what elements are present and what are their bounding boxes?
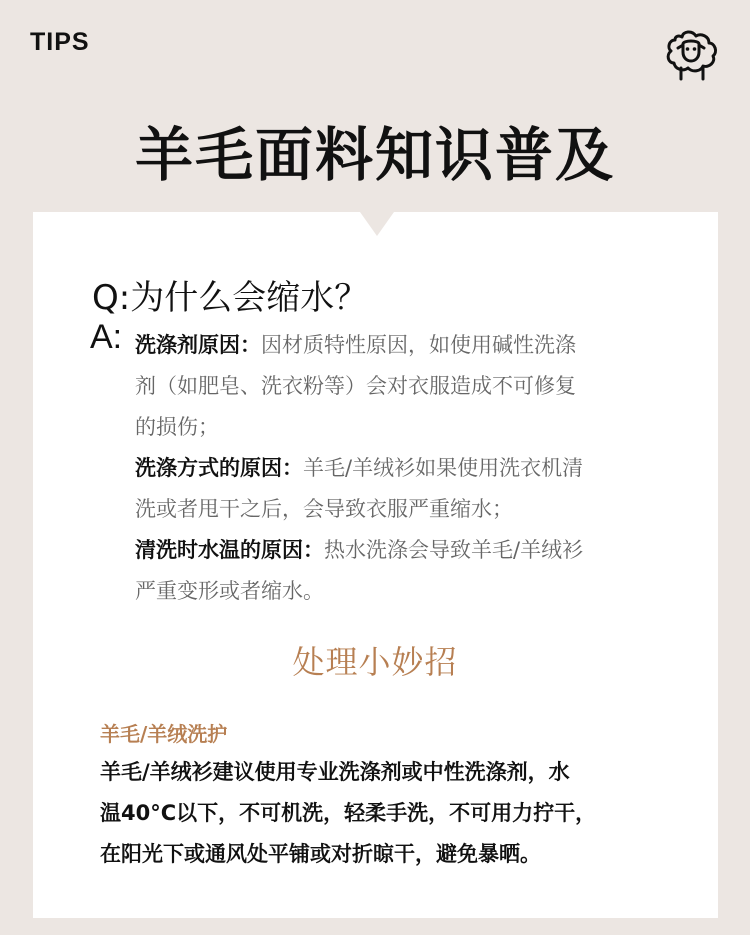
reason-text: 洗或者甩干之后，会导致衣服严重缩水；	[135, 497, 513, 521]
answer-line	[135, 530, 655, 571]
answer-line	[135, 366, 655, 407]
answer-marker: A:	[90, 318, 123, 356]
solution-heading: 处理小妙招	[292, 643, 458, 681]
reason-text: 羊毛/羊绒衫如果使用洗衣机清	[303, 456, 584, 480]
answer-body	[135, 325, 655, 612]
care-line: 温40°C以下，不可机洗，轻柔手洗，不可用力拧干，	[100, 801, 597, 825]
card-notch	[360, 212, 394, 236]
sheep-icon	[663, 22, 721, 84]
reason-text: 热水洗涤会导致羊毛/羊绒衫	[324, 538, 584, 562]
care-label: 羊毛/羊绒洗护	[100, 722, 228, 746]
care-line: 羊毛/羊绒衫建议使用专业洗涤剂或中性洗涤剂，水	[100, 760, 570, 784]
reason-text: 因材质特性原因，如使用碱性洗涤	[261, 333, 576, 357]
care-line: 在阳光下或通风处平铺或对折晾干，避免暴晒。	[100, 842, 541, 866]
question-heading: Q:为什么会缩水？	[92, 278, 369, 318]
answer-line	[135, 571, 655, 612]
reason-text: 的损伤；	[135, 415, 219, 439]
answer-line	[135, 407, 655, 448]
reason-text: 剂（如肥皂、洗衣粉等）会对衣服造成不可修复	[135, 374, 576, 398]
answer-line	[135, 325, 655, 366]
reason-label: 洗涤剂原因：	[135, 333, 261, 357]
tips-label: TIPS	[30, 28, 90, 56]
answer-line	[135, 448, 655, 489]
page-title: 羊毛面料知识普及	[134, 121, 615, 189]
reason-text: 严重变形或者缩水。	[135, 579, 324, 603]
care-instructions	[100, 752, 660, 875]
reason-label: 清洗时水温的原因：	[135, 538, 324, 562]
answer-line	[135, 489, 655, 530]
reason-label: 洗涤方式的原因：	[135, 456, 303, 480]
